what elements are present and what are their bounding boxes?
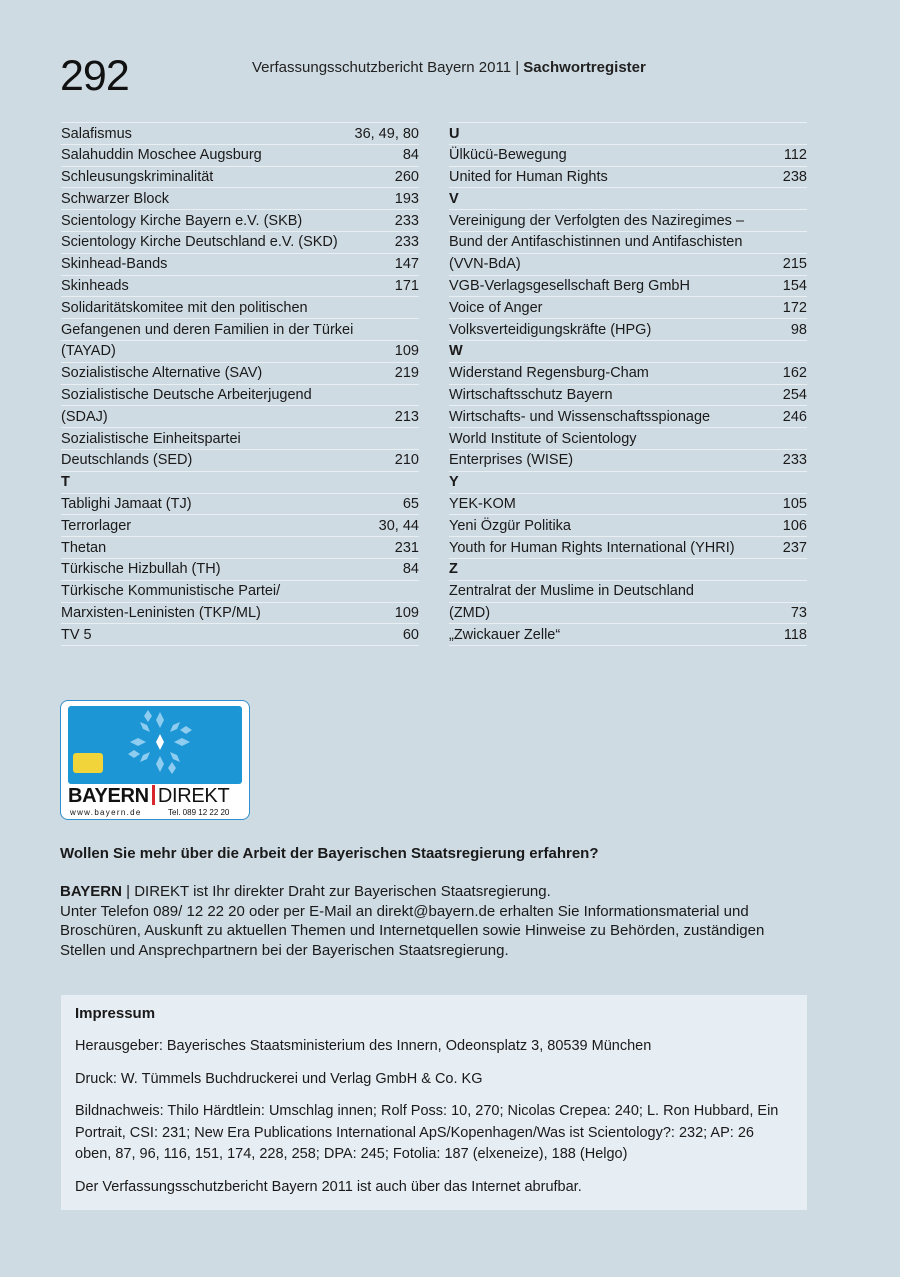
index-term: Marxisten-Leninisten (TKP/ML) [61, 605, 261, 622]
index-term: Türkische Kommunistische Partei/ [61, 583, 281, 600]
index-page-ref: 233 [394, 234, 419, 251]
index-page-ref: 172 [782, 299, 807, 316]
index-entry [449, 275, 807, 297]
index-term: Volksverteidigungskräfte (HPG) [449, 321, 652, 338]
index-letter-heading [449, 187, 807, 209]
index-entry [449, 144, 807, 166]
index-page-ref: 238 [782, 169, 807, 186]
index-letter-heading [61, 471, 419, 493]
logo-phone: Tel. 089 12 22 20 [168, 808, 230, 817]
index-term: Tablighi Jamaat (TJ) [61, 496, 192, 513]
index-term: Bund der Antifaschistinnen und Antifaschisten [449, 234, 743, 251]
index-term: Yeni Özgür Politika [449, 517, 571, 534]
index-entry [61, 580, 419, 602]
index-page-ref: 73 [790, 605, 807, 622]
logo-red-bar [152, 785, 155, 805]
index-entry [61, 318, 419, 340]
impressum-online: Der Verfassungsschutzbericht Bayern 2011 ist auch über das Internet abrufbar. [75, 1178, 582, 1195]
index-page-ref: 118 [783, 626, 807, 643]
index-letter-heading [449, 471, 807, 493]
index-term: Sozialistische Alternative (SAV) [61, 365, 263, 382]
index-term: Ülkücü-Bewegung [449, 147, 567, 164]
index-letter-heading [449, 340, 807, 362]
index-entry [61, 275, 419, 297]
index-entry [449, 580, 807, 602]
report-title: Verfassungsschutzbericht Bayern 2011 [252, 59, 512, 76]
index-entry [449, 253, 807, 275]
index-page-ref: 106 [782, 517, 807, 534]
index-entry [61, 493, 419, 515]
index-entry [449, 231, 807, 253]
index-page-ref: 109 [394, 605, 419, 622]
index-term: YEK-KOM [449, 496, 516, 513]
section-title: Sachwortregister [523, 59, 646, 76]
index-entry [61, 144, 419, 166]
index-column-right [449, 122, 807, 646]
index-term: World Institute of Scientology [449, 430, 637, 447]
separator: | [515, 59, 520, 76]
bavarian-crest-icon [73, 753, 103, 773]
logo-word-direkt: DIREKT [157, 785, 230, 807]
index-page-ref: 215 [782, 256, 807, 273]
intro-text [60, 882, 810, 960]
column-end-rule [61, 645, 419, 646]
logo-word-bayern: BAYERN [68, 785, 149, 807]
index-term: Türkische Hizbullah (TH) [61, 561, 221, 578]
index-term: Scientology Kirche Bayern e.V. (SKB) [61, 212, 303, 229]
index-term: (ZMD) [449, 605, 491, 622]
index-term: Skinhead-Bands [61, 256, 168, 273]
index-term: Salahuddin Moschee Augsburg [61, 147, 262, 164]
index-term: Wirtschaftsschutz Bayern [449, 387, 613, 404]
index-term: Zentralrat der Muslime in Deutschland [449, 583, 694, 600]
index-page-ref: 84 [402, 147, 419, 164]
index-term: „Zwickauer Zelle“ [449, 626, 561, 643]
index-page-ref: 193 [394, 190, 419, 207]
index-entry [61, 340, 419, 362]
index-term: Voice of Anger [449, 299, 543, 316]
index-entry [449, 427, 807, 449]
index-entry [61, 122, 419, 144]
impressum-box [61, 995, 807, 1210]
index-page-ref: 112 [783, 147, 807, 164]
page-number: 292 [60, 52, 129, 100]
index-entry [61, 209, 419, 231]
index-entry [61, 231, 419, 253]
index-term: Sozialistische Einheitspartei [61, 430, 241, 447]
index-page-ref: 36, 49, 80 [354, 125, 419, 142]
index-term: Schwarzer Block [61, 190, 169, 207]
index-entry [449, 296, 807, 318]
index-term: V [449, 190, 459, 207]
index-term: Sozialistische Deutsche Arbeiterjugend [61, 387, 312, 404]
index-page-ref: 260 [394, 169, 419, 186]
index-entry [61, 253, 419, 275]
index-entry [449, 449, 807, 471]
index-entry [449, 536, 807, 558]
index-entry [61, 166, 419, 188]
intro-line1-text: | DIREKT ist Ihr direkter Draht zur Bayerischen Staatsregierung. [121, 883, 551, 900]
index-page-ref: 105 [782, 496, 807, 513]
index-term: (TAYAD) [61, 343, 116, 360]
index-term: Youth for Human Rights International (YHRI) [449, 539, 735, 556]
bayern-direkt-logo [60, 700, 250, 820]
index-term: Enterprises (WISE) [449, 452, 574, 469]
index-term: Scientology Kirche Deutschland e.V. (SKD) [61, 234, 338, 251]
index-term: Y [449, 474, 459, 491]
index-entry [61, 405, 419, 427]
index-entry [61, 536, 419, 558]
index-term: W [449, 343, 463, 360]
index-entry [449, 384, 807, 406]
index-page-ref: 65 [402, 496, 419, 513]
index-term: TV 5 [61, 626, 92, 643]
logo-url: www.bayern.de [70, 808, 142, 817]
index-page-ref: 231 [394, 539, 419, 556]
index-term: Vereinigung der Verfolgten des Naziregimes – [449, 212, 745, 229]
index-page-ref: 154 [782, 278, 807, 295]
index-entry [449, 318, 807, 340]
index-term: Widerstand Regensburg-Cham [449, 365, 649, 382]
index-entry [61, 558, 419, 580]
index-entry [61, 449, 419, 471]
index-term: (SDAJ) [61, 408, 108, 425]
index-term: Deutschlands (SED) [61, 452, 193, 469]
index-page-ref: 162 [782, 365, 807, 382]
index-page-ref: 30, 44 [378, 517, 419, 534]
index-term: U [449, 125, 460, 142]
index-entry [449, 493, 807, 515]
index-term: T [61, 474, 70, 491]
index-term: Terrorlager [61, 517, 132, 534]
impressum-print: Druck: W. Tümmels Buchdruckerei und Verlag GmbH & Co. KG [75, 1070, 483, 1087]
index-page-ref: 237 [782, 539, 807, 556]
index-entry [61, 296, 419, 318]
index-page-ref: 147 [394, 256, 419, 273]
impressum-title: Impressum [75, 1005, 156, 1022]
index-term: Wirtschafts- und Wissenschaftsspionage [449, 408, 711, 425]
intro-line1 [60, 882, 810, 902]
impressum-publisher: Herausgeber: Bayerisches Staatsministerium des Innern, Odeonsplatz 3, 80539 München [75, 1038, 652, 1054]
index-page-ref: 219 [394, 365, 419, 382]
index-entry [449, 623, 807, 645]
index-page-ref: 233 [782, 452, 807, 469]
index-page-ref: 210 [394, 452, 419, 469]
index-entry [449, 362, 807, 384]
impressum-credits: Bildnachweis: Thilo Härdtlein: Umschlag innen; Rolf Poss: 10, 270; Nicolas Crepea: 240; L. Ron Hubbard, Ein Portrait, CSI: 231; New Era Publications International ApS/Kopenhagen/Was ist Scientology?: 232; AP: 26 oben, 87, 96, 116, 151, 174, 228, 258; DPA: 245; Fotolia: 187 (elxeneize), 188 (Helgo) [75, 1103, 779, 1162]
index-entry [61, 187, 419, 209]
index-term: (VVN-BdA) [449, 256, 521, 273]
index-page-ref: 84 [402, 561, 419, 578]
index-column-left [61, 122, 419, 646]
index-page-ref: 60 [402, 626, 419, 643]
index-entry [449, 514, 807, 536]
index-page-ref: 98 [790, 321, 807, 338]
index-term: Schleusungskriminalität [61, 169, 214, 186]
intro-paragraph: Unter Telefon 089/ 12 22 20 oder per E-Mail an direkt@bayern.de erhalten Sie Informationsmaterial und Broschüren, Auskunft zu aktuellen Themen und Internetquellen sowie Hinweise zu Behörden, zuständigen Stellen und Ansprechpartnern bei der Bayerischen Staatsregierung. [60, 902, 765, 959]
index-page-ref: 254 [782, 387, 807, 404]
index-page-ref: 109 [394, 343, 419, 360]
index-entry [61, 384, 419, 406]
index-entry [449, 166, 807, 188]
index-page-ref: 171 [394, 278, 419, 295]
index-entry [449, 405, 807, 427]
index-entry [61, 623, 419, 645]
index-term: United for Human Rights [449, 169, 608, 186]
brand-name: BAYERN [60, 883, 122, 900]
running-head [252, 59, 646, 76]
intro-heading: Wollen Sie mehr über die Arbeit der Bayerischen Staatsregierung erfahren? [60, 845, 599, 862]
index-entry [449, 602, 807, 624]
logo-wordmark [68, 785, 229, 808]
index-page-ref: 213 [394, 408, 419, 425]
index-term: VGB-Verlagsgesellschaft Berg GmbH [449, 278, 690, 295]
index-term: Gefangenen und deren Familien in der Türkei [61, 321, 354, 338]
index-letter-heading [449, 558, 807, 580]
index-term: Thetan [61, 539, 107, 556]
index-page-ref: 233 [394, 212, 419, 229]
index-term: Z [449, 561, 458, 578]
index-entry [61, 514, 419, 536]
index-entry [449, 209, 807, 231]
index-page-ref: 246 [782, 408, 807, 425]
index-entry [61, 362, 419, 384]
index-term: Solidaritätskomitee mit den politischen [61, 299, 308, 316]
index-term: Skinheads [61, 278, 129, 295]
index-term: Salafismus [61, 125, 132, 142]
index-entry [61, 602, 419, 624]
column-end-rule [449, 645, 807, 646]
index-letter-heading [449, 122, 807, 144]
index-entry [61, 427, 419, 449]
